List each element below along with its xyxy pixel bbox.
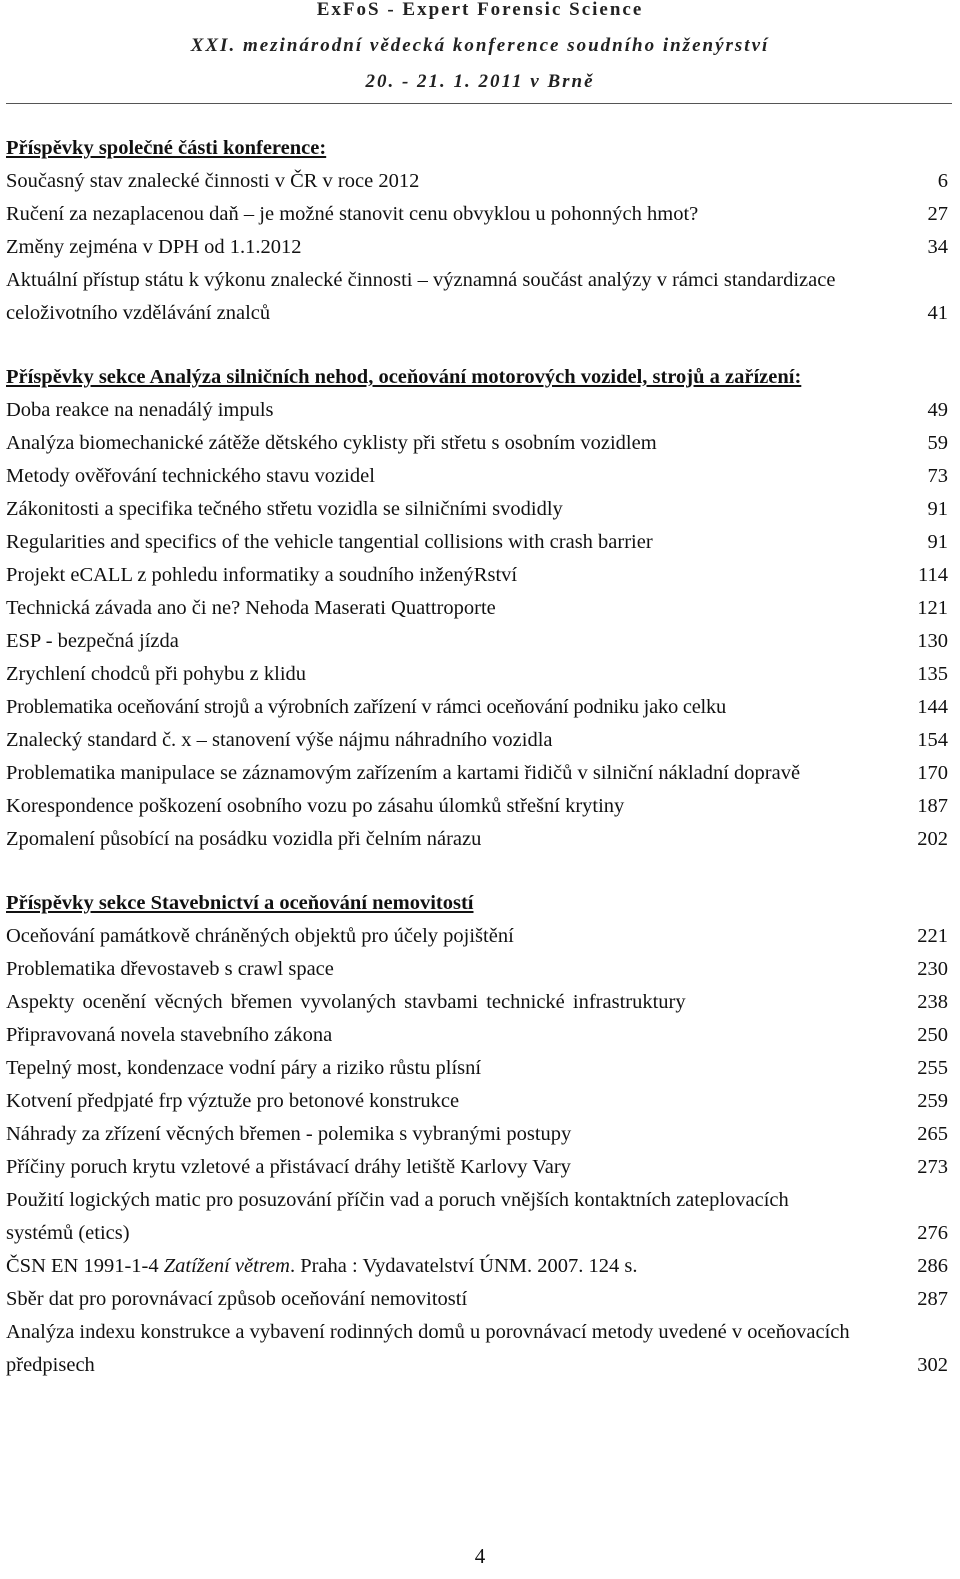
entry-title: Aktuální přístup státu k výkonu znalecké činnosti – významná součást analýzy v rámci standardizace celoživotního vzdělávání znalců	[6, 269, 836, 324]
toc-entry	[6, 427, 948, 460]
entry-page: 187	[917, 795, 948, 817]
entry-page: 273	[917, 1156, 948, 1178]
entry-page: 41	[927, 302, 948, 324]
entry-page: 91	[927, 498, 948, 520]
entry-title: Analýza indexu konstrukce a vybavení rodinných domů u porovnávací metody uvedené v oceňovacích předpisech	[6, 1321, 850, 1376]
entry-page: 276	[917, 1222, 948, 1244]
section-title: Příspěvky sekce Stavebnictví a oceňování nemovitostí	[6, 892, 474, 914]
toc-entry	[6, 986, 948, 1019]
toc-entry	[6, 1085, 948, 1118]
entry-title: Aspekty ocenění věcných břemen vyvolaných stavbami technické infrastruktury	[6, 991, 686, 1013]
entry-page: 91	[927, 531, 948, 553]
entry-page: 170	[917, 762, 948, 784]
entry-page: 255	[917, 1057, 948, 1079]
entry-title: Znalecký standard č. x – stanovení výše nájmu náhradního vozidla	[6, 729, 553, 751]
page-header	[0, 0, 960, 100]
toc-entry	[6, 724, 948, 757]
toc-entry	[6, 198, 948, 231]
citation-title: Zatížení větrem	[163, 1255, 290, 1277]
toc-entry	[6, 592, 948, 625]
toc-section-construction	[6, 887, 948, 1382]
entry-page: 144	[917, 696, 948, 718]
entry-title: Zpomalení působící na posádku vozidla při čelním nárazu	[6, 828, 482, 850]
entry-title: ESP - bezpečná jízda	[6, 630, 179, 652]
entry-title: Doba reakce na nenadálý impuls	[6, 399, 274, 421]
entry-page: 27	[927, 203, 948, 225]
entry-page: 265	[917, 1123, 948, 1145]
toc-entry	[6, 790, 948, 823]
toc-entry	[6, 1283, 948, 1316]
toc-section-common	[6, 132, 948, 330]
entry-title: Ručení za nezaplacenou daň – je možné stanovit cenu obvyklou u pohonných hmot?	[6, 203, 699, 225]
toc-entry	[6, 625, 948, 658]
citation-standard: ČSN EN 1991-1-4	[6, 1255, 164, 1277]
entry-title	[6, 1250, 904, 1283]
toc-entry	[6, 757, 948, 790]
entry-title: Sběr dat pro porovnávací způsob oceňování nemovitostí	[6, 1288, 468, 1310]
section-title: Příspěvky sekce Analýza silničních nehod, oceňování motorových vozidel, strojů a zařízení:	[6, 366, 802, 388]
toc-entry	[6, 460, 948, 493]
entry-title: Současný stav znalecké činnosti v ČR v roce 2012	[6, 170, 420, 192]
entry-page: 221	[917, 925, 948, 947]
toc-entry	[6, 1184, 948, 1250]
entry-title: Připravovaná novela stavebního zákona	[6, 1024, 333, 1046]
entry-title: Tepelný most, kondenzace vodní páry a riziko růstu plísní	[6, 1057, 482, 1079]
entry-title: Problematika manipulace se záznamovým zařízením a kartami řidičů v silniční nákladní dopravě	[6, 762, 801, 784]
entry-title: Regularities and specifics of the vehicle tangential collisions with crash barrier	[6, 531, 653, 553]
toc-section-road-accidents	[6, 361, 948, 856]
toc-entry	[6, 953, 948, 986]
toc-entry	[6, 264, 948, 330]
toc-entry	[6, 1316, 948, 1382]
toc-entry	[6, 658, 948, 691]
toc-entry	[6, 559, 948, 592]
header-conference-date: 20. - 21. 1. 2011 v Brně	[365, 71, 595, 92]
toc-entry	[6, 1019, 948, 1052]
entry-title: Použití logických matic pro posuzování příčin vad a poruch vnějších kontaktních zateplovacích systémů (etics)	[6, 1189, 789, 1244]
entry-page: 202	[917, 828, 948, 850]
toc-entry	[6, 165, 948, 198]
toc-entry	[6, 1118, 948, 1151]
entry-page: 238	[917, 991, 948, 1013]
header-divider	[6, 103, 952, 104]
toc-entry	[6, 394, 948, 427]
entry-page: 73	[927, 465, 948, 487]
page-number: 4	[474, 1544, 486, 1568]
entry-page: 6	[937, 170, 948, 192]
toc-entry	[6, 231, 948, 264]
entry-page: 250	[917, 1024, 948, 1046]
entry-title: Náhrady za zřízení věcných břemen - polemika s vybranými postupy	[6, 1123, 572, 1145]
header-conference-series: ExFoS - Expert Forensic Science	[316, 0, 644, 20]
toc-entry	[6, 823, 948, 856]
toc-entry	[6, 920, 948, 953]
entry-page: 130	[917, 630, 948, 652]
entry-page: 135	[917, 663, 948, 685]
header-conference-name: XXI. mezinárodní vědecká konference soudního inženýrství	[190, 35, 770, 56]
toc-entry	[6, 691, 948, 724]
section-title: Příspěvky společné části konference:	[6, 137, 327, 159]
entry-title: Metody ověřování technického stavu vozidel	[6, 465, 375, 487]
entry-page: 49	[927, 399, 948, 421]
entry-title: Technická závada ano či ne? Nehoda Maserati Quattroporte	[6, 597, 496, 619]
entry-title: Oceňování památkově chráněných objektů pro účely pojištění	[6, 925, 514, 947]
entry-page: 287	[917, 1288, 948, 1310]
citation-publisher: . Praha : Vydavatelství ÚNM. 2007. 124 s.	[289, 1255, 638, 1277]
entry-page: 259	[917, 1090, 948, 1112]
toc-entry	[6, 1151, 948, 1184]
toc-entry	[6, 526, 948, 559]
entry-title: Problematika dřevostaveb s crawl space	[6, 958, 334, 980]
toc-entry	[6, 1052, 948, 1085]
toc-entry	[6, 493, 948, 526]
entry-page: 114	[918, 564, 948, 586]
entry-title: Zrychlení chodců při pohybu z klidu	[6, 663, 307, 685]
entry-title: Projekt eCALL z pohledu informatiky a soudního inženýRství	[6, 564, 518, 586]
entry-page: 302	[917, 1354, 948, 1376]
toc-entry	[6, 1250, 948, 1283]
entry-title: Analýza biomechanické zátěže dětského cyklisty při střetu s osobním vozidlem	[6, 432, 657, 454]
entry-page: 59	[927, 432, 948, 454]
entry-title: Příčiny poruch krytu vzletové a přistávací dráhy letiště Karlovy Vary	[6, 1156, 571, 1178]
entry-title: Problematika oceňování strojů a výrobních zařízení v rámci oceňování podniku jako celku	[6, 696, 726, 718]
entry-page: 154	[917, 729, 948, 751]
entry-title: Kotvení předpjaté frp výztuže pro betonové konstrukce	[6, 1090, 460, 1112]
entry-page: 230	[917, 958, 948, 980]
entry-page: 34	[927, 236, 948, 258]
entry-title: Korespondence poškození osobního vozu po zásahu úlomků střešní krytiny	[6, 795, 625, 817]
entry-page: 121	[917, 597, 948, 619]
entry-title: Zákonitosti a specifika tečného střetu vozidla se silničními svodidly	[6, 498, 563, 520]
entry-title: Změny zejména v DPH od 1.1.2012	[6, 236, 302, 258]
entry-page: 286	[917, 1255, 948, 1277]
table-of-contents	[6, 132, 948, 1413]
